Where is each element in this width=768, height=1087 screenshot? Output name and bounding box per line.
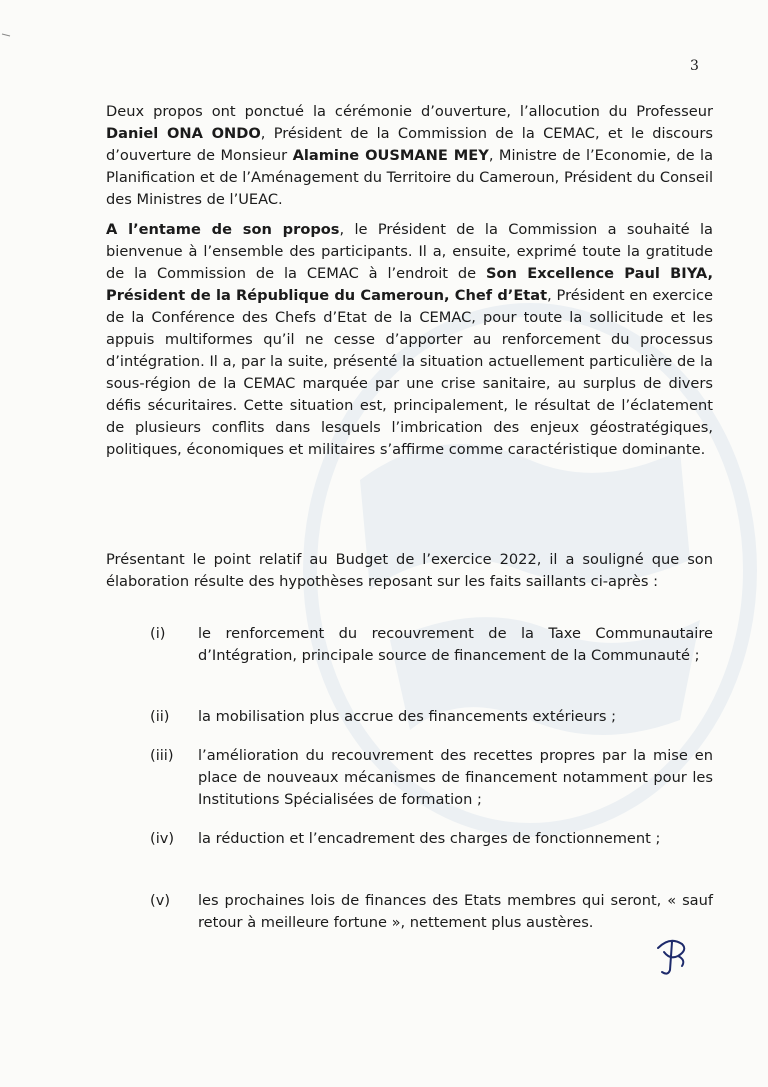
paragraph-budget: Présentant le point relatif au Budget de l’exercice 2022, il a souligné que son élaboration résulte des hypothèses reposant sur les faits saillants ci-après : [106, 551, 713, 590]
text: Deux propos ont ponctué la cérémonie d’ouverture, l’allocution du Professeur [106, 103, 713, 120]
list-text: la mobilisation plus accrue des financements extérieurs ; [198, 708, 617, 725]
list-number: (v) [150, 892, 171, 909]
list-text: le renforcement du recouvrement de la Taxe Communautaire d’Intégration, principale source de financement de la Communauté ; [198, 625, 713, 664]
name-bold: Daniel ONA ONDO [106, 125, 261, 142]
page-number: 3 [690, 58, 699, 74]
name-bold: Alamine OUSMANE MEY [292, 147, 489, 164]
text: , le Président de la Commission a souhaité la bienvenue à l’ensemble des participants. Il a, ensuite, exprimé toute la gratitude de la Commission de la CEMAC à l’endroit de [106, 221, 713, 282]
list-text: les prochaines lois de finances des Etats membres qui seront, « sauf retour à meilleure fortune », nettement plus austères. [198, 892, 713, 931]
name-bold: Son Excellence Paul BIYA, Président de la République du Cameroun, Chef d’Etat [106, 265, 713, 304]
text: , Président en exercice de la Conférence des Chefs d’Etat de la CEMAC, pour toute la sollicitude et les appuis multiformes qu’il ne cesse d’apporter au renforcement du processus d’intégration. Il a, par la suite, présenté la situation actuellement particulière de la sous-région de la CEMAC marquée par une crise sanitaire, au surplus de divers défis sécuritaires. Cette situation est, principalement, le résultat de l’éclatement de plusieurs conflits dans lesquels l’imbrication des enjeux géostratégiques, politiques, économiques et militaires s’affirme comme caractéristique dominante. [106, 287, 713, 458]
lead-bold: A l’entame de son propos [106, 221, 340, 238]
list-number: (iii) [150, 747, 174, 764]
corner-mark [0, 30, 20, 50]
paragraph-president-speech [106, 219, 713, 461]
paragraph-opening [106, 101, 713, 211]
text: , Ministre de l’Economie, de la Planification et de l’Aménagement du Territoire du Cameroun, Président du Conseil des Ministres de l’UEAC. [106, 147, 714, 208]
handwritten-initials [648, 930, 698, 980]
list-text: l’amélioration du recouvrement des recettes propres par la mise en place de nouveaux mécanismes de financement notamment pour les Institutions Spécialisées de formation ; [198, 747, 713, 808]
text: , Président de la Commission de la CEMAC, et le discours d’ouverture de Monsieur [106, 125, 713, 164]
list-number: (iv) [150, 830, 175, 847]
list-text: la réduction et l’encadrement des charges de fonctionnement ; [198, 830, 661, 847]
list-number: (ii) [150, 708, 170, 725]
list-number: (i) [150, 625, 166, 642]
